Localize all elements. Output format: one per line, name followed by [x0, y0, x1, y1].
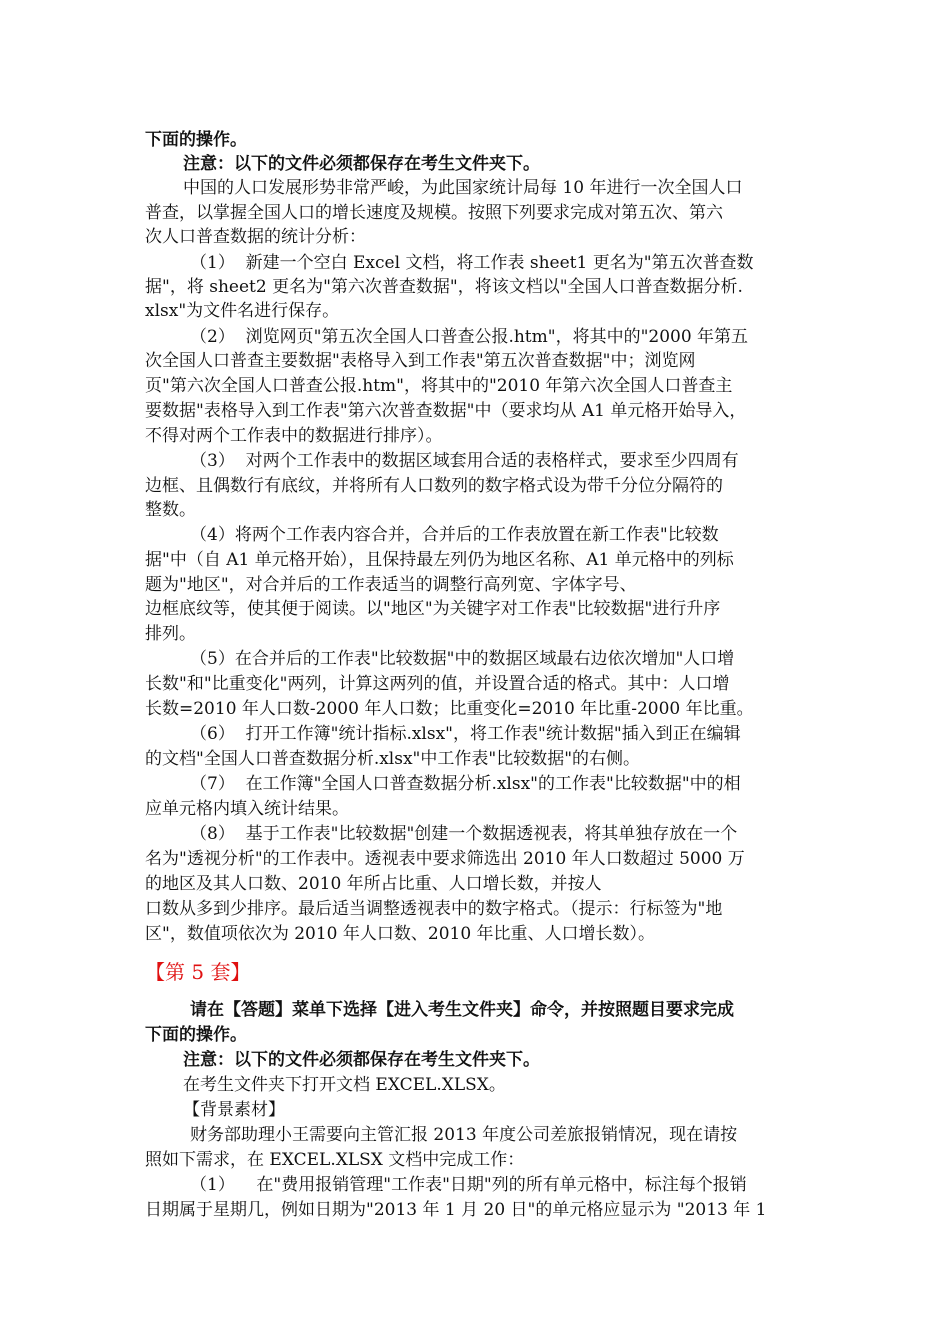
text-line: 排列。 [145, 624, 196, 644]
text-line: （1） 新建一个空白 Excel 文档，将工作表 sheet1 更名为"第五次普查数 [190, 253, 754, 273]
text-line: （6） 打开工作簿"统计指标.xlsx"，将工作表"统计数据"插入到正在编辑 [190, 724, 741, 744]
text-line: （5）在合并后的工作表"比较数据"中的数据区域最右边依次增加"人口增 [190, 649, 735, 669]
instruction-line: 下面的操作。 [145, 1025, 247, 1045]
text-line: 整数。 [145, 500, 196, 520]
text-line: 口数从多到少排序。最后适当调整透视表中的数字格式。（提示：行标签为"地 [145, 899, 723, 919]
text-line: （2） 浏览网页"第五次全国人口普查公报.htm"，将其中的"2000 年第五 [190, 327, 749, 347]
text-line: 据"中（自 A1 单元格开始），且保持最左列仍为地区名称、A1 单元格中的列标 [145, 550, 734, 570]
note-line: 注意：以下的文件必须都保存在考生文件夹下。 [183, 1050, 540, 1070]
set-heading: 【第 5 套】 [145, 960, 251, 984]
text-line: 应单元格内填入统计结果。 [145, 799, 349, 819]
text-line: （1） 在"费用报销管理"工作表"日期"列的所有单元格中，标注每个报销 [190, 1175, 747, 1195]
text-line: 的地区及其人口数、2010 年所占比重、人口增长数，并按人 [145, 874, 602, 894]
text-line: 不得对两个工作表中的数据进行排序）。 [145, 426, 443, 446]
text-line: 长数"和"比重变化"两列，计算这两列的值，并设置合适的格式。其中：人口增 [145, 674, 730, 694]
text-line: 在考生文件夹下打开文档 EXCEL.XLSX。 [183, 1075, 506, 1095]
text-line: （3） 对两个工作表中的数据区域套用合适的表格样式，要求至少四周有 [190, 451, 739, 471]
note-line: 注意：以下的文件必须都保存在考生文件夹下。 [183, 154, 540, 174]
text-line: 下面的操作。 [145, 130, 247, 150]
instruction-line: 请在【答题】菜单下选择【进入考生文件夹】命令，并按照题目要求完成 [190, 1000, 734, 1020]
text-line: 页"第六次全国人口普查公报.htm"，将其中的"2010 年第六次全国人口普查主 [145, 376, 733, 396]
text-line: 名为"透视分析"的工作表中。透视表中要求筛选出 2010 年人口数超过 5000 万 [145, 849, 745, 869]
text-line: （4）将两个工作表内容合并，合并后的工作表放置在新工作表"比较数 [190, 525, 719, 545]
text-line: 题为"地区"，对合并后的工作表适当的调整行高列宽、字体字号、 [145, 575, 637, 595]
text-line: （8） 基于工作表"比较数据"创建一个数据透视表，将其单独存放在一个 [190, 824, 738, 844]
text-line: 普查，以掌握全国人口的增长速度及规模。按照下列要求完成对第五次、第六 [145, 203, 723, 223]
text-line: （7） 在工作簿"全国人口普查数据分析.xlsx"的工作表"比较数据"中的相 [190, 774, 741, 794]
text-line: 区"，数值项依次为 2010 年人口数、2010 年比重、人口增长数）。 [145, 924, 656, 944]
text-line: 边框底纹等，使其便于阅读。以"地区"为关键字对工作表"比较数据"进行升序 [145, 599, 721, 619]
text-line: 【背景素材】 [183, 1100, 285, 1120]
text-line: 据"，将 sheet2 更名为"第六次普查数据"，将该文档以"全国人口普查数据分析. [145, 277, 743, 297]
text-line: 边框、且偶数行有底纹，并将所有人口数列的数字格式设为带千分位分隔符的 [145, 476, 723, 496]
text-line: 财务部助理小王需要向主管汇报 2013 年度公司差旅报销情况，现在请按 [190, 1125, 738, 1145]
text-line: xlsx"为文件名进行保存。 [145, 301, 340, 321]
text-line: 照如下需求，在 EXCEL.XLSX 文档中完成工作： [145, 1150, 525, 1170]
text-line: 次全国人口普查主要数据"表格导入到工作表"第五次普查数据"中；浏览网 [145, 351, 696, 371]
text-line: 日期属于星期几，例如日期为"2013 年 1 月 20 日"的单元格应显示为 "2013 年 1 [145, 1200, 767, 1220]
text-line: 次人口普查数据的统计分析： [145, 227, 366, 247]
text-line: 中国的人口发展形势非常严峻，为此国家统计局每 10 年进行一次全国人口 [183, 178, 743, 198]
text-line: 要数据"表格导入到工作表"第六次普查数据"中（要求均从 A1 单元格开始导入， [145, 401, 747, 421]
text-line: 的文档"全国人口普查数据分析.xlsx"中工作表"比较数据"的右侧。 [145, 749, 641, 769]
text-line: 长数=2010 年人口数-2000 年人口数；比重变化=2010 年比重-2000 年比重。 [145, 699, 754, 719]
